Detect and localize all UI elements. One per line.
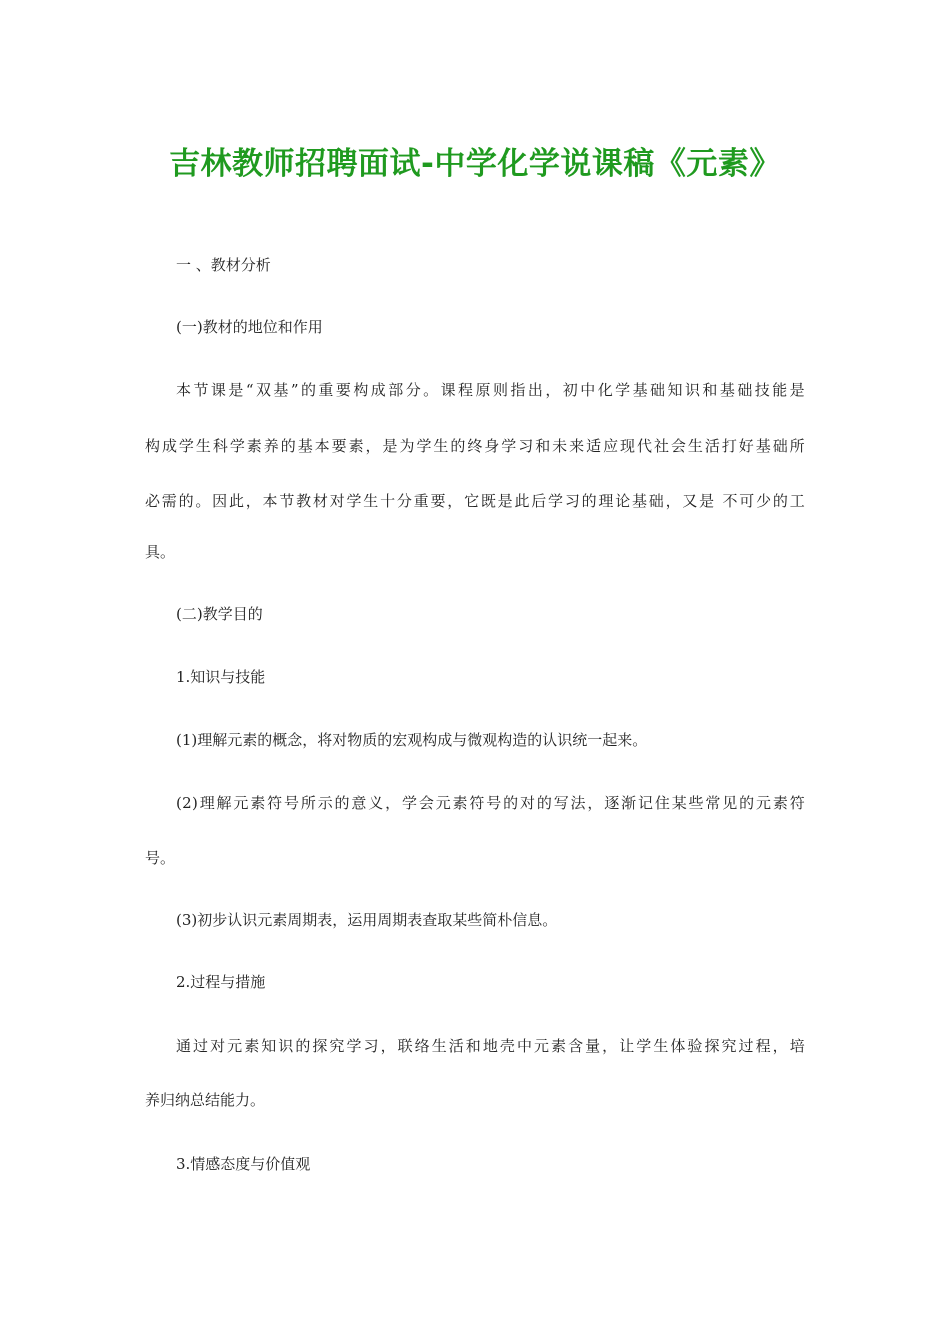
paragraph-line: 必需的。因此，本节教材对学生十分重要，它既是此后学习的理论基础，又是 不可少的工 [145,492,805,510]
paragraph-line: 通过对元素知识的探究学习，联络生活和地壳中元素含量，让学生体验探究过程，培 [176,1037,805,1055]
goal-heading-attitudes-values: 3.情感态度与价值观 [176,1155,311,1173]
goal-item-2-continued: 号。 [145,849,176,867]
subsection-heading-teaching-goals: (二)教学目的 [176,605,263,623]
goal-item-2: (2)理解元素符号所示的意义，学会元素符号的对的写法，逐渐记住某些常见的元素符 [176,794,805,812]
goal-heading-knowledge-skills: 1.知识与技能 [176,668,266,686]
paragraph-line: 具。 [145,543,176,561]
goal-item-1: (1)理解元素的概念，将对物质的宏观构成与微观构造的认识统一起来。 [176,731,648,749]
paragraph-line: 本节课是“双基”的重要构成部分。课程原则指出，初中化学基础知识和基础技能是 [176,381,805,399]
subsection-heading-position-role: (一)教材的地位和作用 [176,318,323,336]
paragraph-line: 养归纳总结能力。 [145,1091,266,1109]
paragraph-line: 构成学生科学素养的基本要素，是为学生的终身学习和未来适应现代社会生活打好基础所 [145,437,805,455]
goal-item-3: (3)初步认识元素周期表，运用周期表查取某些简朴信息。 [176,911,558,929]
document-title: 吉林教师招聘面试-中学化学说课稿《元素》 [169,146,781,182]
section-heading-textbook-analysis: 一 、教材分析 [176,256,271,274]
goal-heading-process-methods: 2.过程与措施 [176,973,266,991]
